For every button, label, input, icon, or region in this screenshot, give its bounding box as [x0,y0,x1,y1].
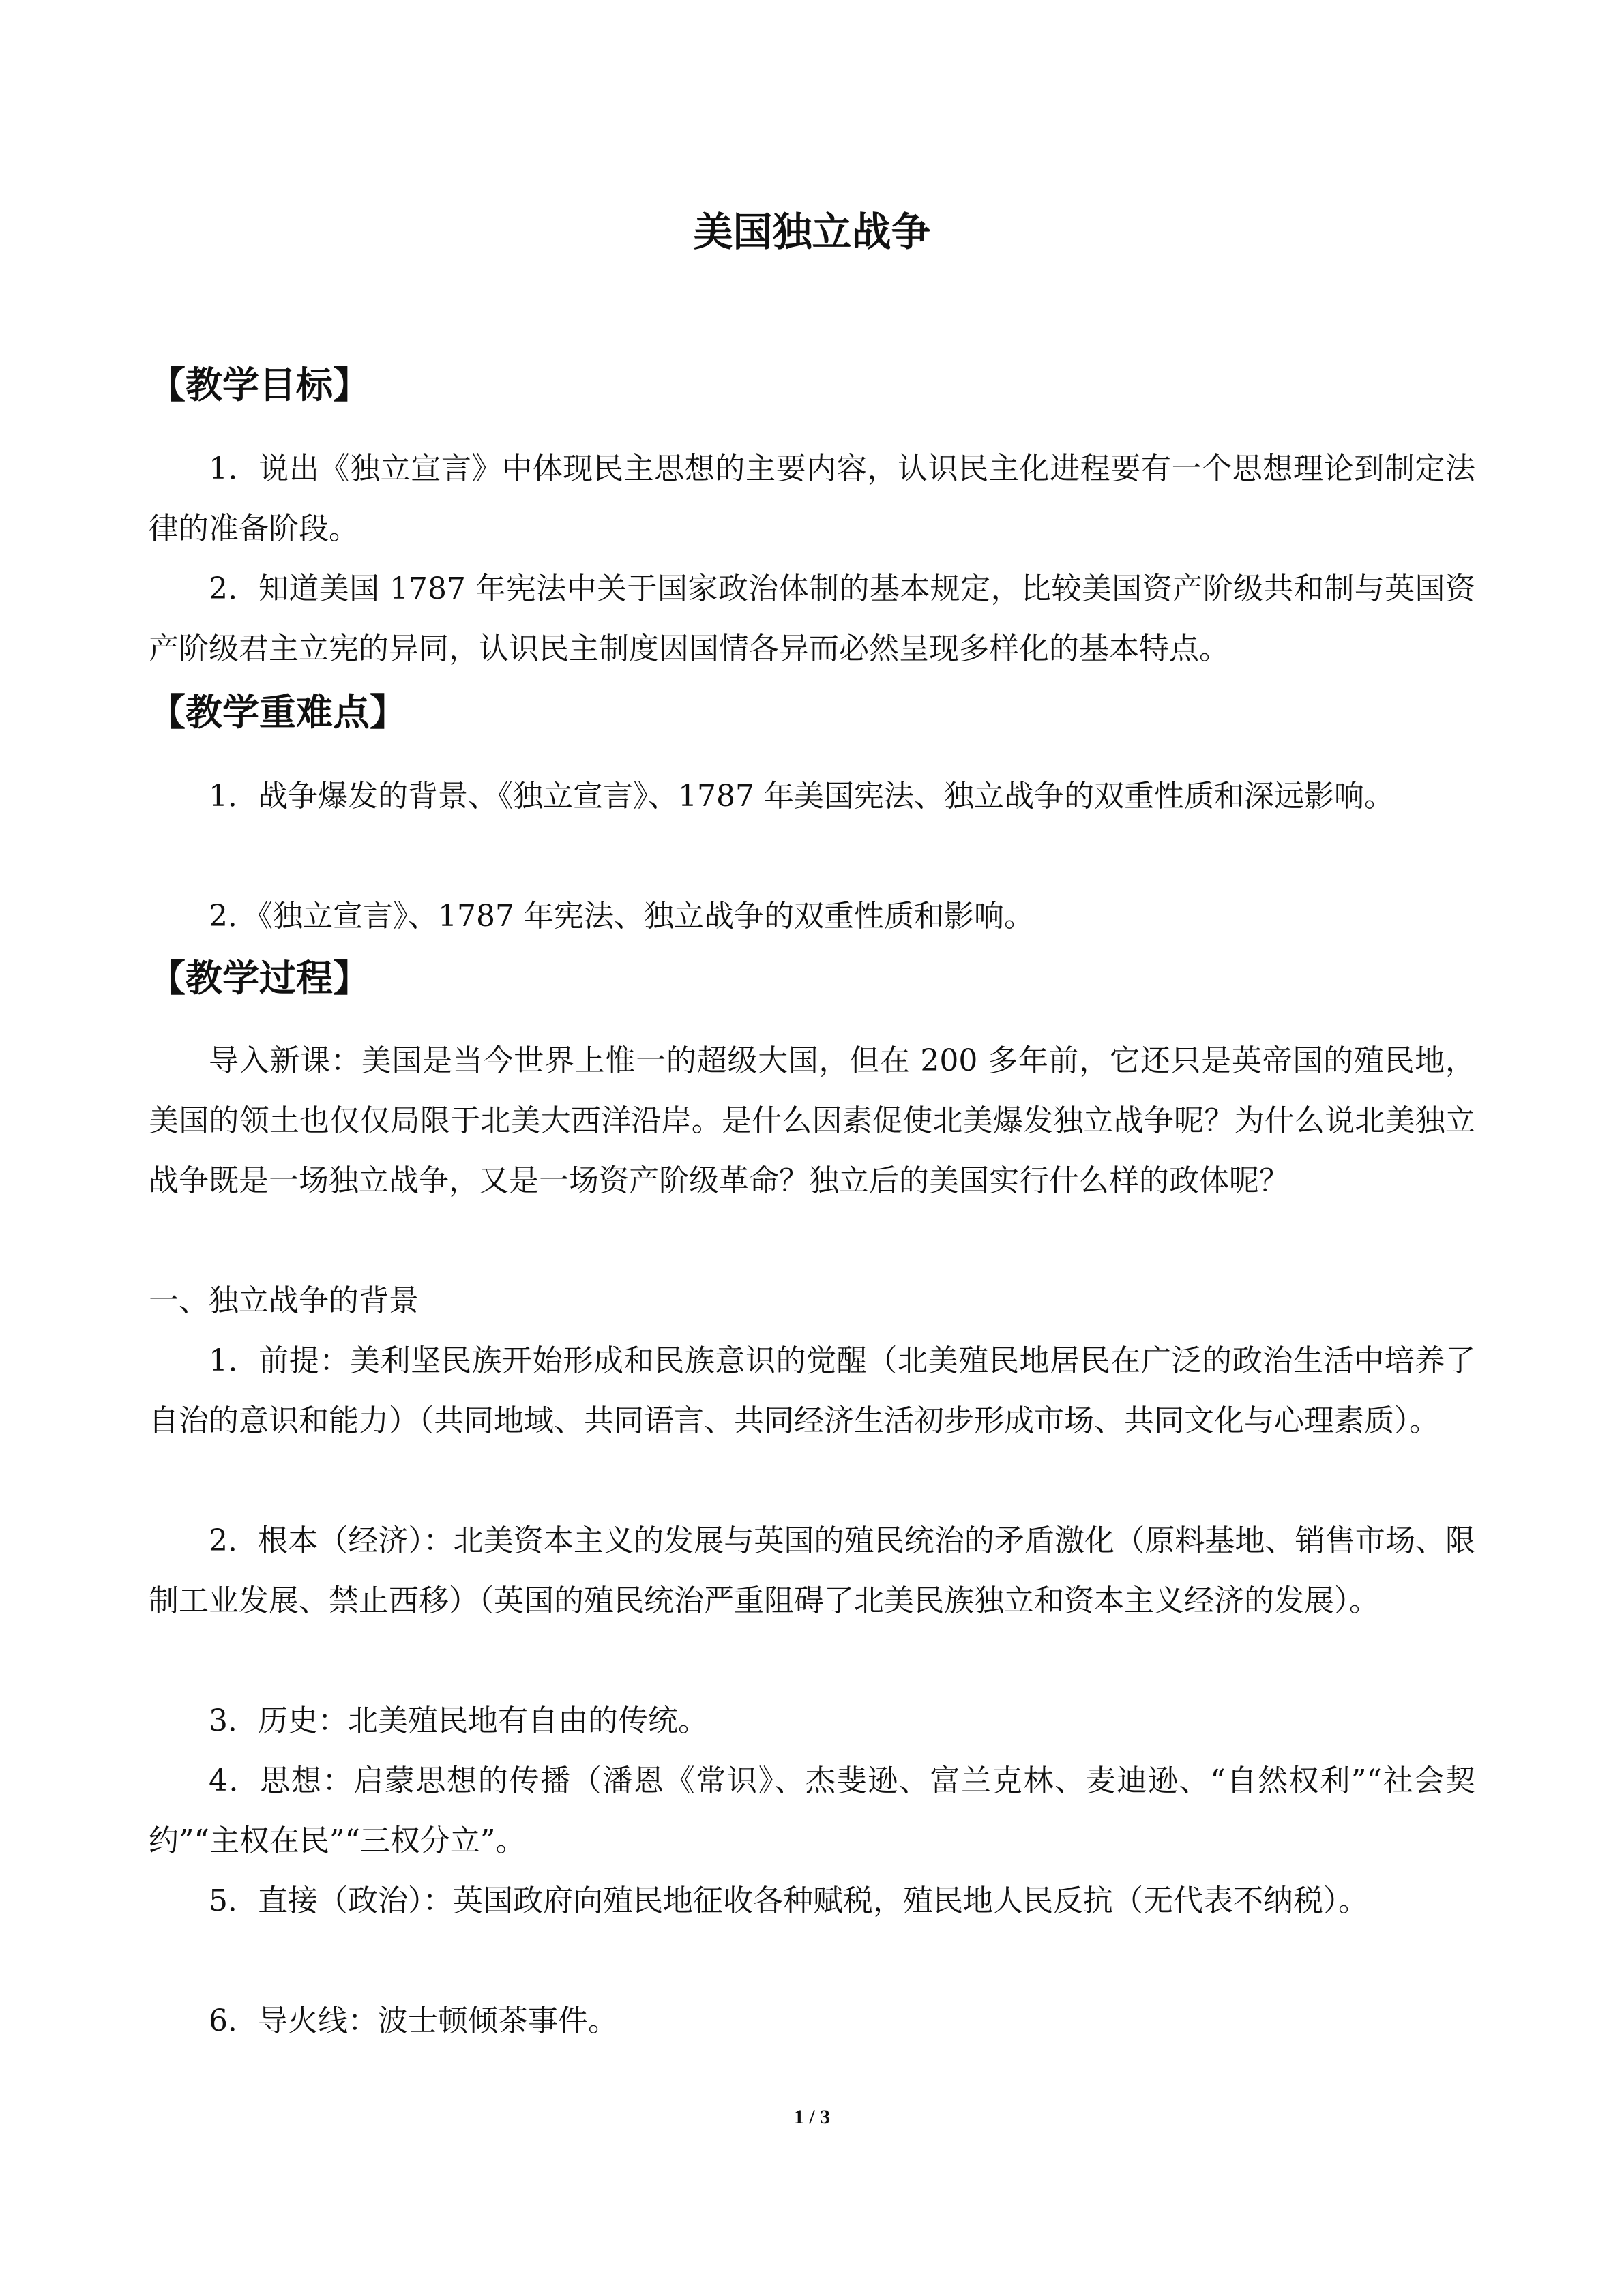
goal-item-2: 2．知道美国 1787 年宪法中关于国家政治体制的基本规定，比较美国资产阶级共和制与英国资产阶级君主立宪的异同，认识民主制度因国情各异而必然呈现多样化的基本特点。 [149,571,1475,666]
document-title: 美国独立战争 [693,209,931,255]
keypoint-item-1: 1．战争爆发的背景、《独立宣言》、1787 年美国宪法、独立战争的双重性质和深远影响。 [209,779,1394,814]
background-item-6: 6．导火线：波士顿倾茶事件。 [209,2003,618,2038]
keypoint-item-2: 2．《独立宣言》、1787 年宪法、独立战争的双重性质和影响。 [209,899,1034,934]
background-item-3: 3．历史：北美殖民地有自由的传统。 [209,1703,708,1738]
heading-key-points: 【教学重难点】 [149,691,407,734]
background-item-2: 2．根本（经济）：北美资本主义的发展与英国的殖民统治的矛盾激化（原料基地、销售市场、限制工业发展、禁止西移）（英国的殖民统治严重阻碍了北美民族独立和资本主义经济的发展）。 [149,1523,1475,1618]
section-subheading-background: 一、独立战争的背景 [149,1283,419,1318]
background-item-4: 4．思想：启蒙思想的传播（潘恩《常识》、杰斐逊、富兰克林、麦迪逊、“自然权利”“社会契约”“主权在民”“三权分立”。 [149,1763,1475,1858]
goal-item-1: 1．说出《独立宣言》中体现民主思想的主要内容，认识民主化进程要有一个思想理论到制定法律的准备阶段。 [149,451,1475,546]
page-number: 1 / 3 [793,2106,831,2128]
heading-teaching-goals: 【教学目标】 [149,363,370,406]
background-item-1: 1．前提：美利坚民族开始形成和民族意识的觉醒（北美殖民地居民在广泛的政治生活中培养了自治的意识和能力）（共同地域、共同语言、共同经济生活初步形成市场、共同文化与心理素质）。 [149,1343,1475,1438]
background-item-5: 5．直接（政治）：英国政府向殖民地征收各种赋税，殖民地人民反抗（无代表不纳税）。 [209,1883,1368,1918]
intro-paragraph: 导入新课：美国是当今世界上惟一的超级大国，但在 200 多年前，它还只是英帝国的殖民地，美国的领土也仅仅局限于北美大西洋沿岸。是什么因素促使北美爆发独立战争呢？为什么说北美独立战争既是一场独立战争，又是一场资产阶级革命？独立后的美国实行什么样的政体呢？ [149,1043,1475,1198]
heading-teaching-process: 【教学过程】 [149,957,370,1000]
